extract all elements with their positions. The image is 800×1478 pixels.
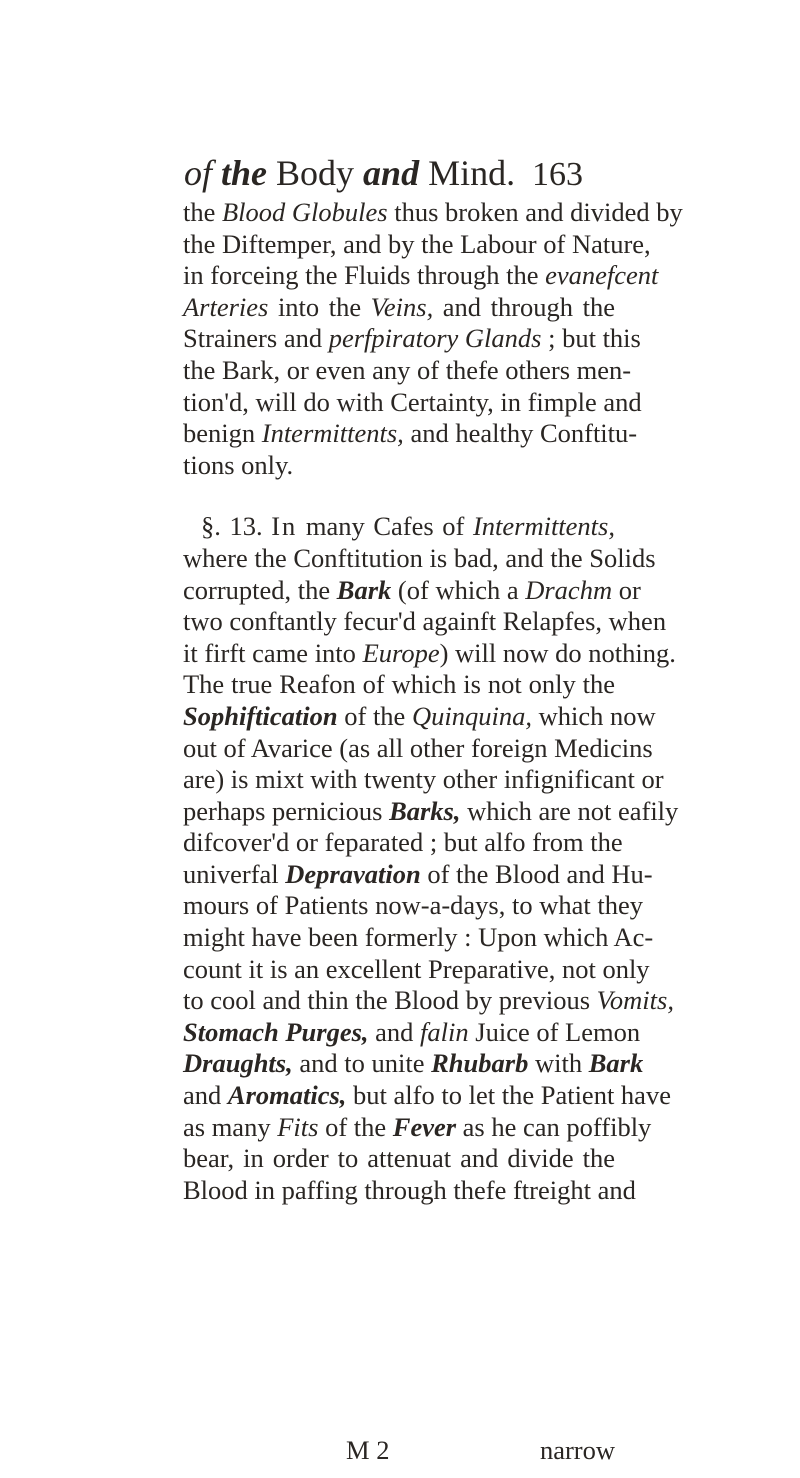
text-segment: and through the <box>433 291 615 322</box>
text-line <box>183 764 664 796</box>
text-segment: bear, in order to attenuat and divide the <box>183 1143 615 1174</box>
text-segment: Fever <box>392 1111 457 1142</box>
text-line <box>183 574 641 607</box>
text-segment: two conftantly fecur'd againft Relapfes, when <box>183 606 667 637</box>
text-segment: which are not eafily <box>460 795 679 826</box>
text-segment: thus broken and divided by <box>387 197 683 227</box>
text-line <box>183 700 656 733</box>
text-segment: benign <box>183 418 262 449</box>
text-segment: Intermittents, <box>472 511 615 542</box>
text-segment: and <box>368 1016 421 1047</box>
running-title-of: of <box>184 153 213 193</box>
running-title-body: Body <box>276 153 355 193</box>
text-line <box>183 1048 644 1080</box>
text-segment: the Diftemper, and by the Labour of Nature, <box>183 228 651 259</box>
text-line <box>183 669 615 701</box>
text-segment: the Bark, or even any of thefe others men- <box>183 354 632 385</box>
text-segment: tion'd, will do with Certainty, in fimple and <box>183 386 642 417</box>
text-segment: Draughts, <box>183 1048 293 1079</box>
running-title-and: and <box>363 153 420 193</box>
text-line <box>183 637 676 670</box>
text-line <box>183 197 683 229</box>
text-segment: Aromatics, <box>227 1080 347 1111</box>
text-segment: falin <box>420 1016 469 1047</box>
text-segment: §. 13. <box>201 511 272 542</box>
text-segment: mours of Patients now-a-days, to what they <box>183 890 643 921</box>
text-line <box>183 922 654 954</box>
signature-mark: M 2 <box>346 1435 390 1465</box>
text-line <box>183 292 615 324</box>
running-header <box>174 150 594 196</box>
text-segment: Stomach Purges, <box>183 1016 369 1047</box>
text-segment: to cool and thin the Blood by previous <box>183 985 597 1016</box>
text-segment: ) will now do nothing. <box>439 637 676 668</box>
text-segment: Blood in paffing through thefe ftreight and <box>183 1174 636 1205</box>
text-line <box>183 260 659 292</box>
text-segment: Rhubarb <box>431 1048 529 1079</box>
text-segment: In <box>271 511 298 542</box>
text-segment: Vomits, <box>596 985 674 1016</box>
text-segment: Barks, <box>389 795 461 826</box>
text-segment: Depravation <box>285 858 421 889</box>
text-segment: where the Conftitution is bad, and the Solids <box>183 542 656 573</box>
text-segment: and <box>183 1080 228 1111</box>
text-segment: perhaps pernicious <box>183 795 390 826</box>
text-segment: Blood Globules <box>222 197 388 227</box>
text-line <box>183 858 653 891</box>
text-segment: the <box>183 197 222 227</box>
text-segment: count it is an excellent Preparative, not only <box>183 953 650 984</box>
text-segment: Fits <box>277 1111 319 1142</box>
text-line <box>183 795 679 828</box>
text-segment: Europe <box>362 637 440 668</box>
text-line <box>183 354 632 387</box>
text-segment: Juice of Lemon <box>468 1016 641 1047</box>
text-segment: evanefcent <box>545 260 659 291</box>
text-segment: (of which a <box>391 574 526 605</box>
text-line <box>183 323 641 355</box>
text-segment: Strainers and <box>183 323 329 354</box>
text-line <box>183 1016 641 1049</box>
text-segment: univerfal <box>183 858 286 889</box>
text-line <box>183 386 642 419</box>
text-segment: Arteries <box>183 291 269 322</box>
text-segment: Bark <box>588 1048 644 1079</box>
text-segment: ; but this <box>541 323 641 354</box>
running-title-the: the <box>221 153 268 193</box>
catchword: narrow <box>539 1435 615 1465</box>
text-line <box>183 228 651 261</box>
text-segment: and healthy Conftitu- <box>403 418 638 449</box>
text-segment: and to unite <box>292 1048 432 1079</box>
page-footer <box>183 1434 615 1466</box>
text-segment: of the <box>337 700 412 731</box>
text-segment: corrupted, the <box>183 574 337 605</box>
text-segment: might have been formerly : Upon which Ac- <box>183 922 654 953</box>
text-line <box>183 827 623 859</box>
text-segment: or <box>612 574 641 605</box>
text-segment: of the <box>318 1111 393 1142</box>
text-segment: Bark <box>336 574 392 605</box>
text-segment: it firft came into <box>183 637 363 668</box>
text-line <box>183 1080 671 1112</box>
body-text <box>183 197 683 1206</box>
text-line <box>183 450 615 482</box>
text-line <box>183 732 653 765</box>
text-line <box>183 1143 615 1175</box>
paragraph-gap <box>183 481 615 511</box>
running-title-mind: Mind. <box>428 153 516 193</box>
text-segment: with <box>528 1048 589 1079</box>
text-line <box>183 511 615 543</box>
text-segment: difcover'd or feparated ; but alfo from the <box>183 827 623 858</box>
text-segment: out of Avarice (as all other foreign Medicins <box>183 732 653 763</box>
text-segment: of the Blood and Hu- <box>420 858 653 889</box>
text-segment: Sophiftication <box>183 700 338 731</box>
text-line <box>183 953 650 986</box>
text-line <box>183 606 667 638</box>
text-line <box>183 542 656 575</box>
text-segment: as he can poffibly <box>456 1111 652 1142</box>
text-segment: The true Reafon of which is not only the <box>183 669 615 700</box>
text-segment: in forceing the Fluids through the <box>183 260 546 291</box>
text-line <box>183 1111 652 1144</box>
text-segment: many Cafes of <box>297 511 473 542</box>
page-number: 163 <box>532 156 583 193</box>
running-title <box>184 150 515 196</box>
text-segment: Veins, <box>370 291 434 322</box>
text-segment: Drachm <box>525 574 613 605</box>
text-line <box>183 418 638 450</box>
text-segment: Intermittents, <box>261 418 404 449</box>
text-segment: into the <box>268 291 371 322</box>
text-segment: tions only. <box>183 449 294 480</box>
text-line <box>183 890 643 922</box>
text-segment: are) is mixt with twenty other infignificant or <box>183 764 664 795</box>
text-line <box>183 1174 636 1207</box>
text-segment: as many <box>183 1111 278 1142</box>
text-line <box>183 985 674 1017</box>
text-segment: Quinquina, <box>411 700 532 731</box>
text-segment: but alfo to let the Patient have <box>346 1080 671 1111</box>
text-segment: perfpiratory Glands <box>328 323 542 354</box>
text-segment: which now <box>531 700 656 731</box>
